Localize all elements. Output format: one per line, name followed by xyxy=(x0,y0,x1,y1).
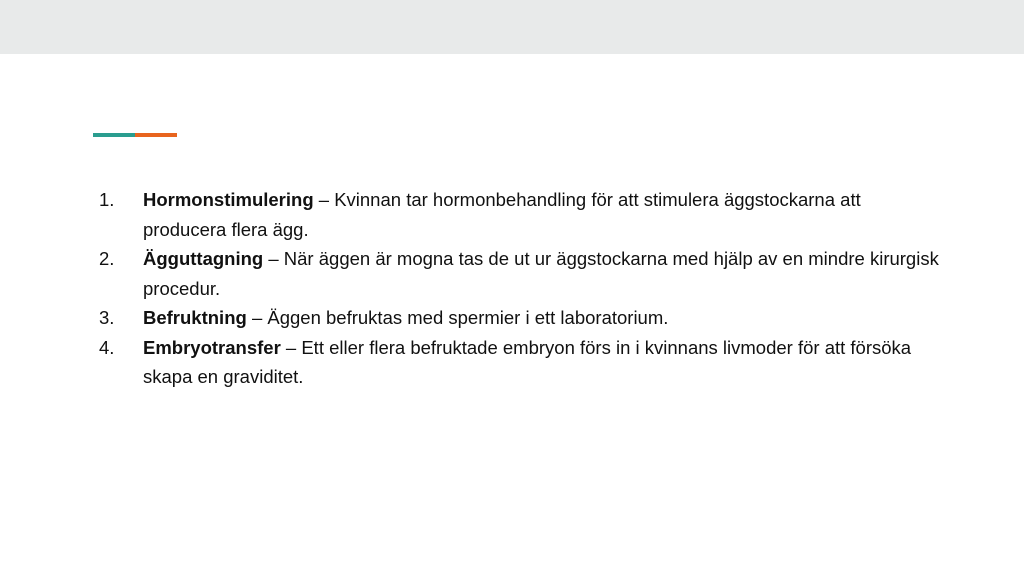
list-item xyxy=(93,185,943,244)
list-item xyxy=(93,333,943,392)
title-accent-line xyxy=(93,133,177,137)
accent-line-orange-segment xyxy=(135,133,177,137)
step-number: 4. xyxy=(99,336,115,358)
step-number: 3. xyxy=(99,307,115,328)
step-number: 2. xyxy=(99,248,115,269)
accent-line-teal-segment xyxy=(93,133,135,137)
step-description: – Kvinnan tar hormonbehandling för att stimulera äggstockarna att producera flera ägg. xyxy=(143,189,861,240)
step-description: – Äggen befruktas med spermier i ett laboratorium. xyxy=(246,307,669,328)
list-item xyxy=(93,244,943,303)
step-term: Hormonstimulering xyxy=(143,189,314,210)
step-description: – När äggen är mogna tas de ut ur äggstockarna med hjälp av en mindre kirurgisk procedur. xyxy=(143,248,939,299)
step-term: Ägguttagning xyxy=(143,248,264,269)
step-term: Befruktning xyxy=(143,307,247,328)
list-item xyxy=(93,303,943,333)
step-description: – Ett eller flera befruktade embryon förs in i kvinnans livmoder för att försöka skapa en graviditet. xyxy=(143,336,912,387)
step-term: Embryotransfer xyxy=(143,336,281,358)
ivf-steps-list xyxy=(93,185,943,392)
top-banner xyxy=(0,0,1024,54)
step-number: 1. xyxy=(99,189,115,210)
